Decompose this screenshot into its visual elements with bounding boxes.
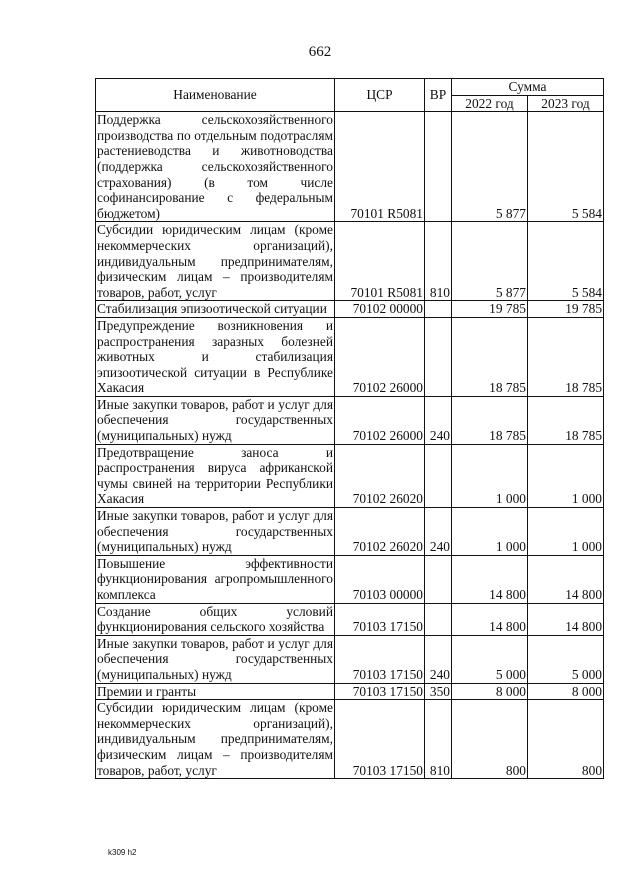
amount-2022-cell: 19 785 <box>452 301 528 318</box>
name-cell: Иные закупки товаров, работ и услуг для обеспечения государственных (муниципальных) нужд <box>97 396 333 444</box>
amount-2022-cell: 5 000 <box>452 635 528 683</box>
name-cell: Повышение эффективности функционирования агропромышленного комплекса <box>97 555 333 602</box>
amount-2023-cell: 18 785 <box>528 317 604 396</box>
amount-2022-cell: 18 785 <box>452 317 528 396</box>
amount-2022-cell: 1 000 <box>452 444 528 507</box>
amount-2023-cell: 5 584 <box>528 222 604 301</box>
page-number: 662 <box>308 44 332 60</box>
header-vr: ВР <box>425 79 452 112</box>
amount-2023-cell: 18 785 <box>528 396 604 444</box>
vr-cell: 810 <box>425 222 452 301</box>
amount-2022-cell: 1 000 <box>452 508 528 556</box>
header-name: Наименование <box>96 79 335 112</box>
vr-cell: 810 <box>425 700 452 779</box>
vr-cell: 350 <box>425 683 452 700</box>
header-sum: Сумма <box>452 79 604 96</box>
name-cell: Предупреждение возникновения и распространения заразных болезней животных и стабилизация эпизоотической ситуации в Республике Хакасия <box>97 317 333 396</box>
name-cell: Субсидии юридическим лицам (кроме некоммерческих организаций), индивидуальным предпринимателям, физическим лицам – производителям товаров, работ, услуг <box>97 222 333 300</box>
table-row <box>96 555 604 603</box>
vr-cell <box>425 555 452 603</box>
table-row <box>96 603 604 635</box>
table-row <box>96 700 604 779</box>
csr-cell: 70103 17150 <box>335 700 425 779</box>
amount-2022-cell: 18 785 <box>452 396 528 444</box>
table-row <box>96 301 604 318</box>
budget-table <box>95 78 604 779</box>
csr-cell: 70102 26000 <box>335 396 425 444</box>
csr-cell: 70102 00000 <box>335 301 425 318</box>
amount-2022-cell: 5 877 <box>452 222 528 301</box>
csr-cell: 70103 00000 <box>335 555 425 603</box>
vr-cell <box>425 301 452 318</box>
name-cell: Иные закупки товаров, работ и услуг для обеспечения государственных (муниципальных) нужд <box>97 508 333 555</box>
csr-cell: 70102 26020 <box>335 444 425 507</box>
header-csr: ЦСР <box>335 79 425 112</box>
header-year-2022: 2022 год <box>452 95 528 112</box>
table-row <box>96 683 604 700</box>
amount-2023-cell: 1 000 <box>528 508 604 556</box>
vr-cell: 240 <box>425 635 452 683</box>
amount-2023-cell: 14 800 <box>528 603 604 635</box>
amount-2023-cell: 800 <box>528 700 604 779</box>
amount-2023-cell: 19 785 <box>528 301 604 318</box>
csr-cell: 70103 17150 <box>335 683 425 700</box>
name-cell: Субсидии юридическим лицам (кроме некоммерческих организаций), индивидуальным предпринимателям, физическим лицам – производителям товаров, работ, услуг <box>97 700 333 778</box>
name-cell: Стабилизация эпизоотической ситуации <box>96 301 335 318</box>
table-row <box>96 508 604 556</box>
amount-2023-cell: 5 000 <box>528 635 604 683</box>
vr-cell <box>425 444 452 507</box>
csr-cell: 70101 R5081 <box>335 222 425 301</box>
table-body <box>96 112 604 779</box>
table-row <box>96 444 604 507</box>
name-cell: Создание общих условий функционирования сельского хозяйства <box>97 603 333 635</box>
amount-2023-cell: 5 584 <box>528 112 604 222</box>
name-cell: Иные закупки товаров, работ и услуг для обеспечения государственных (муниципальных) нужд <box>97 635 333 682</box>
table-row <box>96 635 604 683</box>
header-row <box>96 79 604 96</box>
csr-cell: 70103 17150 <box>335 635 425 683</box>
amount-2022-cell: 8 000 <box>452 683 528 700</box>
csr-cell: 70101 R5081 <box>335 112 425 222</box>
table-row <box>96 222 604 301</box>
amount-2022-cell: 14 800 <box>452 603 528 635</box>
vr-cell: 240 <box>425 396 452 444</box>
csr-cell: 70102 26000 <box>335 317 425 396</box>
amount-2022-cell: 5 877 <box>452 112 528 222</box>
csr-cell: 70103 17150 <box>335 603 425 635</box>
vr-cell <box>425 603 452 635</box>
amount-2023-cell: 8 000 <box>528 683 604 700</box>
name-cell: Премии и гранты <box>96 683 335 700</box>
name-cell: Поддержка сельскохозяйственного производства по отдельным подотраслям растениеводства и животноводства (поддержка сельскохозяйственного страхования) (в том числе софинансирование с федеральным бюджетом) <box>97 112 333 221</box>
header-year-2023: 2023 год <box>528 95 604 112</box>
amount-2022-cell: 800 <box>452 700 528 779</box>
vr-cell <box>425 112 452 222</box>
amount-2022-cell: 14 800 <box>452 555 528 603</box>
vr-cell: 240 <box>425 508 452 556</box>
footer-code: k309 h2 <box>108 848 137 857</box>
amount-2023-cell: 1 000 <box>528 444 604 507</box>
vr-cell <box>425 317 452 396</box>
amount-2023-cell: 14 800 <box>528 555 604 603</box>
table-row <box>96 396 604 444</box>
table-row <box>96 317 604 396</box>
name-cell: Предотвращение заноса и распространения вируса африканской чумы свиней на территории Республики Хакасия <box>97 444 333 507</box>
table-row <box>96 112 604 222</box>
csr-cell: 70102 26020 <box>335 508 425 556</box>
